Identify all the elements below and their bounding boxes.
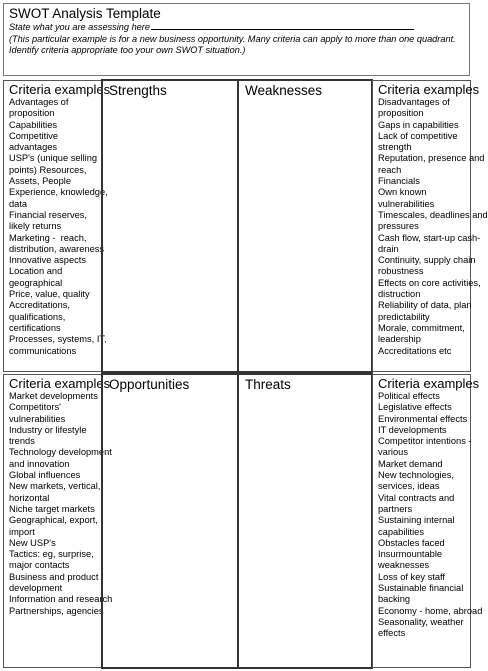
criteria-item: Effects on core activities, <box>378 277 481 288</box>
criteria-item: Information and research <box>9 594 113 605</box>
criteria-item: Reputation, presence and <box>378 153 485 164</box>
weaknesses-quadrant[interactable] <box>237 79 373 373</box>
criteria-item: major contacts <box>9 560 70 571</box>
criteria-item: Experience, knowledge, <box>9 187 108 198</box>
criteria-item: Processes, systems, IT, <box>9 334 107 345</box>
criteria-item: Continuity, supply chain <box>378 255 476 266</box>
criteria-item: advantages <box>9 142 58 153</box>
criteria-item: reach <box>378 164 402 175</box>
criteria-item: data <box>9 198 28 209</box>
criteria-item: geographical <box>9 277 63 288</box>
criteria-item: Global influences <box>9 470 81 481</box>
criteria-item: Capabilities <box>9 119 58 130</box>
strengths-criteria-heading: Criteria examples <box>9 82 111 97</box>
criteria-item: weaknesses <box>378 560 430 571</box>
opportunities-criteria-list <box>8 391 113 617</box>
criteria-item: various <box>378 447 408 458</box>
criteria-item: Market developments <box>9 391 98 401</box>
threats-criteria-cell <box>372 374 483 668</box>
criteria-item: Accreditations, <box>9 300 70 311</box>
criteria-item: New USP's <box>9 537 56 548</box>
criteria-item: development <box>9 583 63 594</box>
criteria-item: Tactics: eg, surprise, <box>9 549 94 560</box>
criteria-item: predictability <box>378 311 430 322</box>
criteria-item: Financial reserves, <box>9 209 88 220</box>
weaknesses-criteria-cell <box>372 80 488 372</box>
criteria-item: Accreditations etc <box>378 345 452 356</box>
criteria-item: proposition <box>9 108 55 119</box>
criteria-item: Own known <box>378 187 427 198</box>
criteria-item: partners <box>378 503 413 514</box>
opportunities-quadrant[interactable] <box>101 373 239 669</box>
criteria-item: communications <box>9 345 77 356</box>
strengths-criteria-cell <box>3 80 111 372</box>
criteria-item: Industry or lifestyle <box>9 424 87 435</box>
criteria-item: Economy - home, abroad <box>378 605 483 616</box>
criteria-item: Competitor intentions - <box>378 436 472 447</box>
assessing-line <box>9 22 464 34</box>
criteria-item: robustness <box>378 266 424 277</box>
criteria-item: effects <box>378 628 406 639</box>
criteria-item: Seasonality, weather <box>378 616 464 627</box>
criteria-item: pressures <box>378 221 419 232</box>
criteria-item: Market demand <box>378 458 443 469</box>
criteria-item: Niche target markets <box>9 503 95 514</box>
criteria-item: Lack of competitive <box>378 130 458 141</box>
threats-criteria-heading: Criteria examples <box>378 376 480 391</box>
criteria-item: drain <box>378 243 399 254</box>
criteria-item: vulnerabilities <box>9 413 66 424</box>
threats-quadrant[interactable] <box>237 373 373 669</box>
criteria-item: Assets, People <box>9 176 72 187</box>
criteria-item: Timescales, deadlines and <box>378 209 488 220</box>
criteria-item: qualifications, <box>9 311 66 322</box>
criteria-item: Technology development <box>9 447 112 458</box>
criteria-item: services, ideas <box>378 481 440 492</box>
criteria-item: New markets, vertical, <box>9 481 101 492</box>
note-line-2: Identify criteria appropriate too your own SWOT situation.) <box>9 45 246 55</box>
threats-criteria-list <box>377 391 483 640</box>
criteria-item: capabilities <box>378 526 424 537</box>
criteria-item: Reliability of data, plan <box>378 300 472 311</box>
strengths-criteria-list <box>8 97 108 357</box>
criteria-item: points) Resources, <box>9 164 87 175</box>
criteria-item: USP's (unique selling <box>9 153 98 164</box>
strengths-heading: Strengths <box>109 83 167 98</box>
criteria-item: Legislative effects <box>378 402 452 413</box>
criteria-item: leadership <box>378 334 421 345</box>
threats-heading: Threats <box>245 377 291 392</box>
criteria-item: Gaps in capabilities <box>378 119 459 130</box>
assessing-prompt: State what you are assessing here <box>9 22 150 32</box>
criteria-item: Cash flow, start-up cash- <box>378 232 481 243</box>
criteria-item: Loss of key staff <box>378 571 446 582</box>
strengths-quadrant[interactable] <box>101 79 239 373</box>
weaknesses-heading: Weaknesses <box>245 83 323 98</box>
criteria-item: Financials <box>378 176 420 187</box>
criteria-item: likely returns <box>9 221 62 232</box>
criteria-item: import <box>9 526 35 537</box>
criteria-item: Sustaining internal <box>378 515 455 526</box>
opportunities-heading: Opportunities <box>109 377 190 392</box>
criteria-item: IT developments <box>378 424 447 435</box>
assessing-blank[interactable] <box>151 22 414 30</box>
criteria-item: Location and <box>9 266 63 277</box>
criteria-item: vulnerabilities <box>378 198 435 209</box>
opportunities-criteria-cell <box>3 374 113 668</box>
criteria-item: Political effects <box>378 391 440 401</box>
weaknesses-criteria-heading: Criteria examples <box>378 82 480 97</box>
page-title: SWOT Analysis Template <box>9 6 161 21</box>
criteria-item: proposition <box>378 108 424 119</box>
criteria-item: distribution, awareness <box>9 243 105 254</box>
criteria-item: certifications <box>9 322 61 333</box>
criteria-item: Competitive <box>9 130 59 141</box>
criteria-item: Environmental effects <box>378 413 468 424</box>
note-line-1: (This particular example is for a new business opportunity. Many criteria can apply to more than one quadrant. <box>9 33 456 44</box>
criteria-item: Geographical, export, <box>9 515 98 526</box>
opportunities-criteria-heading: Criteria examples <box>9 376 111 391</box>
criteria-item: Morale, commitment, <box>378 322 465 333</box>
criteria-item: Sustainable financial <box>378 583 464 594</box>
header-box <box>3 3 470 76</box>
criteria-item: New technologies, <box>378 470 454 481</box>
criteria-item: and innovation <box>9 458 70 469</box>
criteria-item: Advantages of <box>9 97 69 107</box>
criteria-item: strength <box>378 142 412 153</box>
criteria-item: trends <box>9 436 35 447</box>
criteria-item: Disadvantages of <box>378 97 450 107</box>
criteria-item: Price, value, quality <box>9 289 90 300</box>
criteria-item: Insurmountable <box>378 549 443 560</box>
weaknesses-criteria-list <box>377 97 488 357</box>
criteria-item: backing <box>378 594 411 605</box>
criteria-item: Marketing - reach, <box>9 232 87 243</box>
criteria-item: Partnerships, agencies <box>9 605 104 616</box>
criteria-item: Vital contracts and <box>378 492 455 503</box>
criteria-item: distruction <box>378 289 421 300</box>
criteria-item: Innovative aspects <box>9 255 87 266</box>
criteria-item: Obstacles faced <box>378 537 445 548</box>
criteria-item: Business and product <box>9 571 99 582</box>
criteria-item: horizontal <box>9 492 50 503</box>
criteria-item: Competitors' <box>9 402 61 413</box>
